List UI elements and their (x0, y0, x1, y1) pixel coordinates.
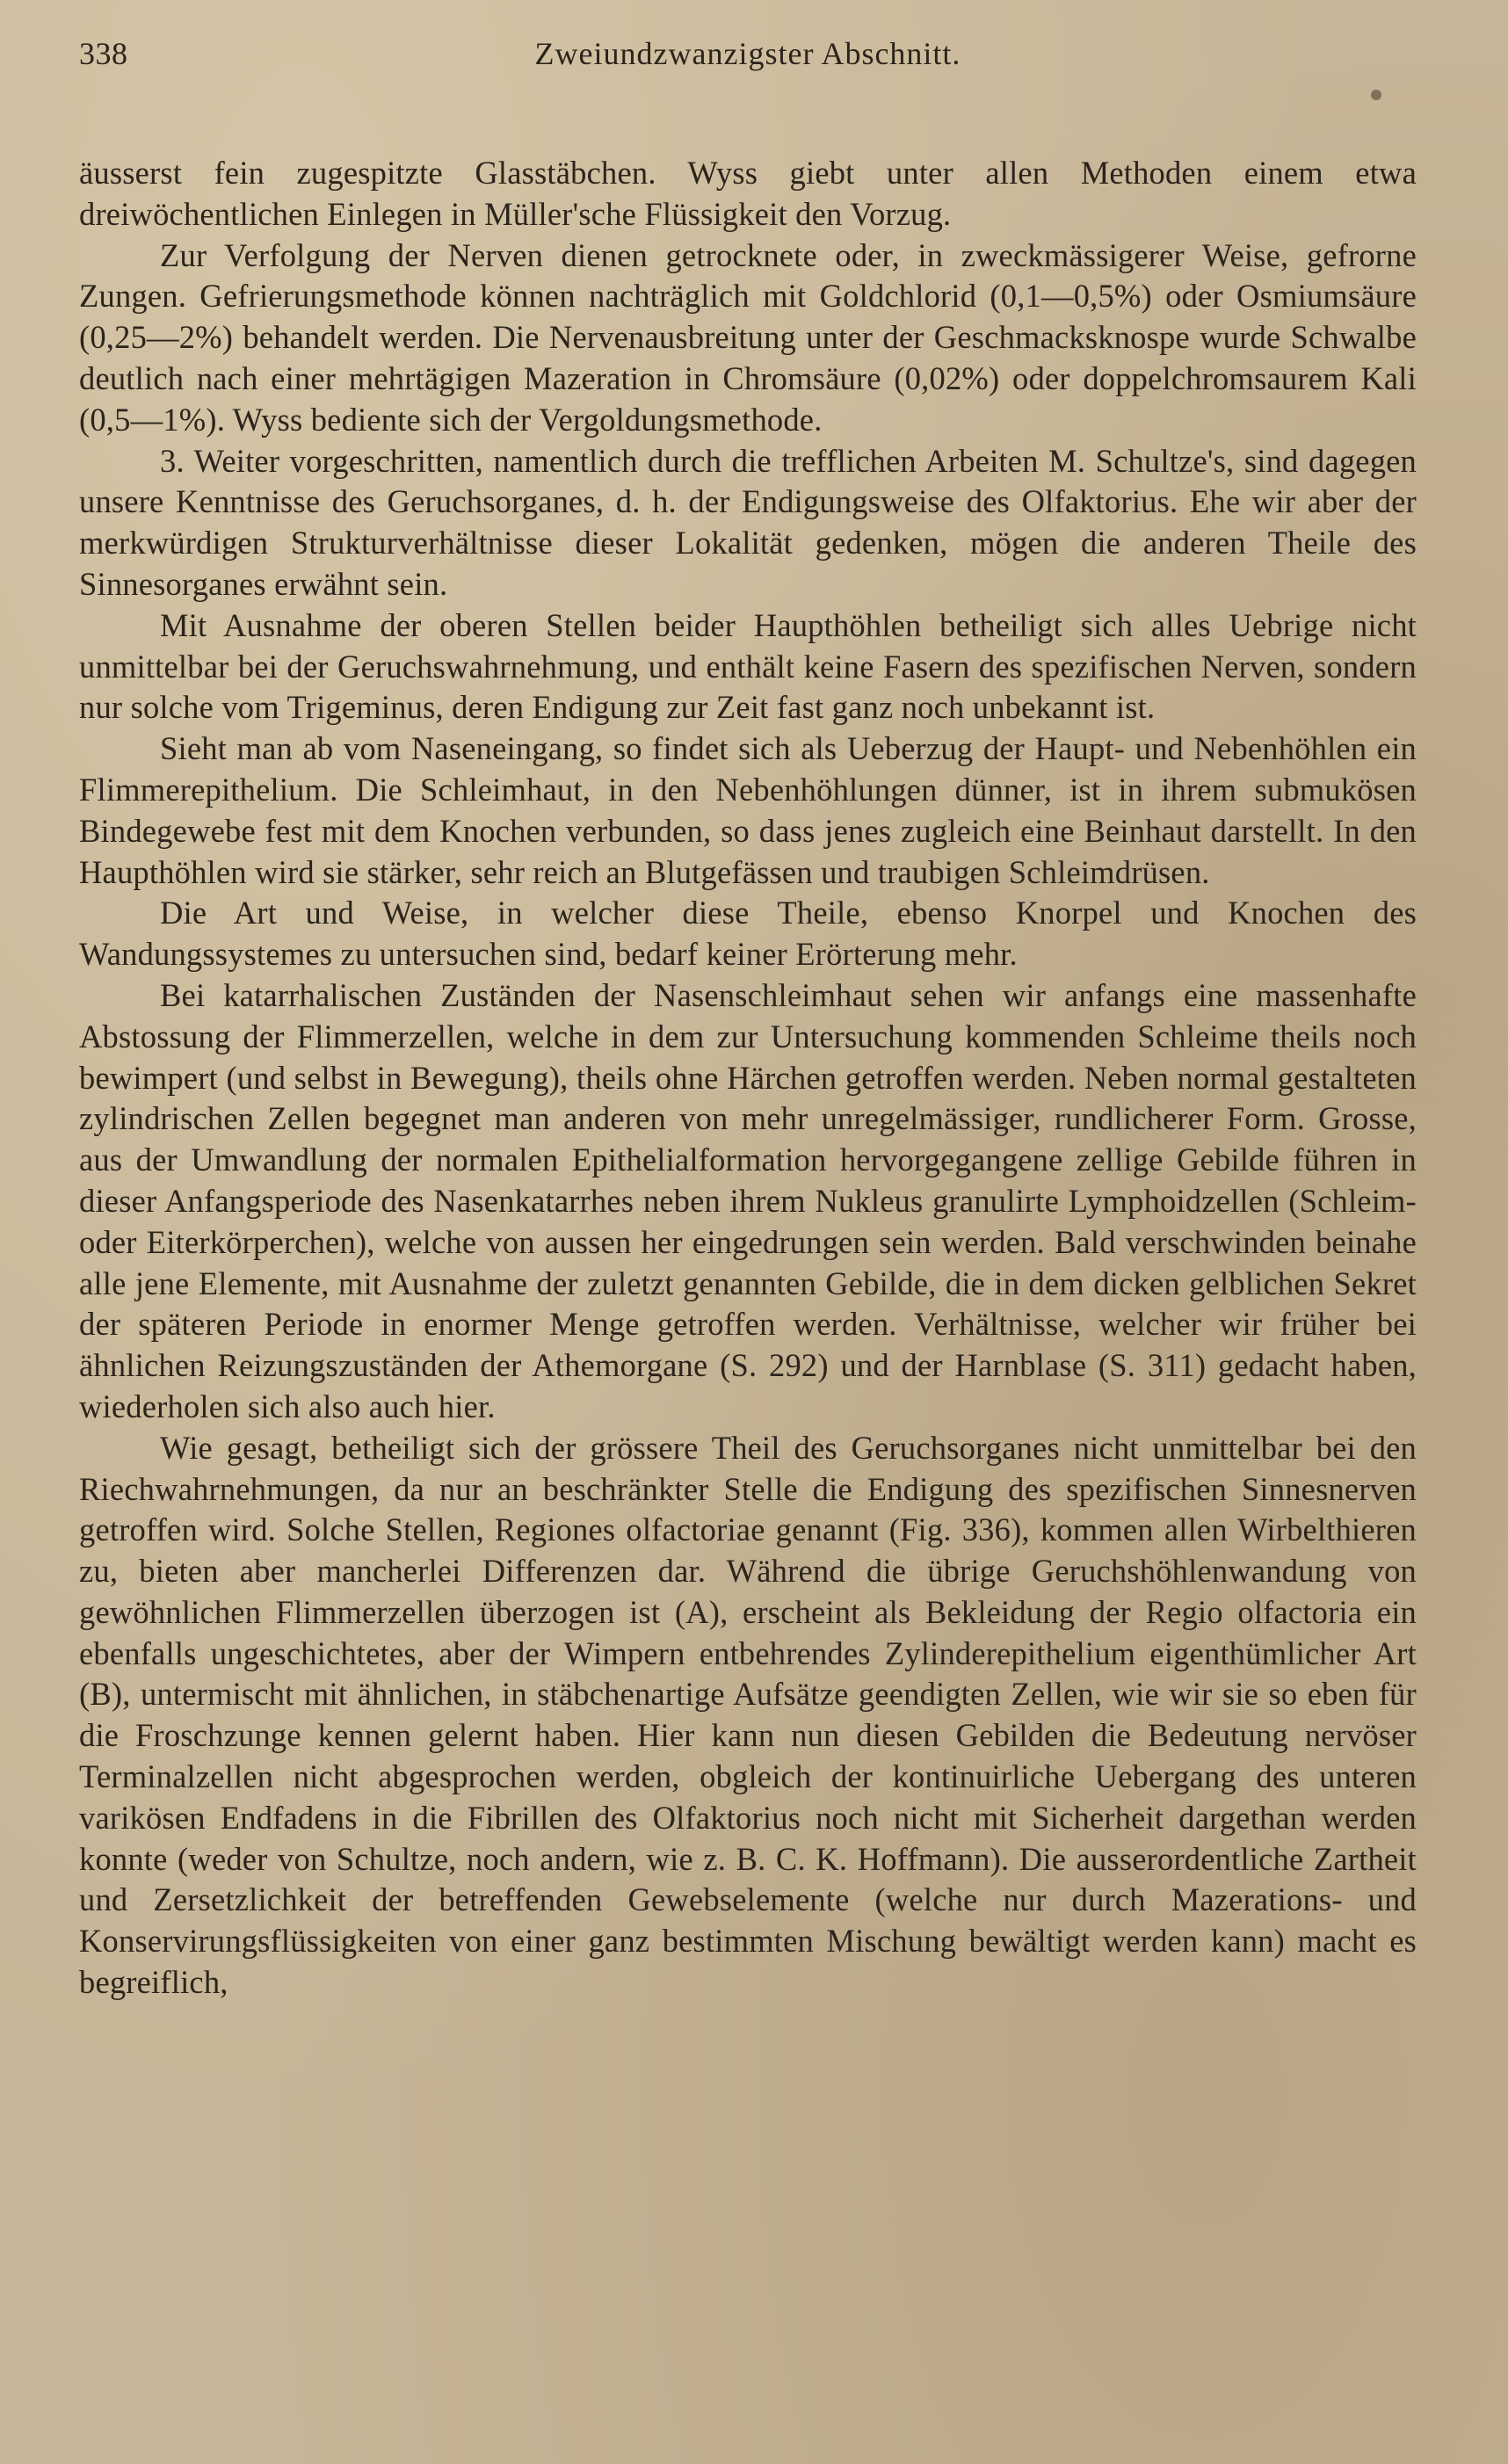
book-page (79, 35, 1417, 2429)
paragraph-4: Mit Ausnahme der oberen Stellen beider Haupthöhlen betheiligt sich alles Uebrige nicht unmittelbar bei der Geruchswahrnehmung, und enthält keine Fasern des spezifischen Nerven, sondern nur solche vom Trigeminus, deren Endigung zur Zeit fast ganz noch unbekannt ist. (79, 606, 1417, 726)
paragraph-2: Zur Verfolgung der Nerven dienen getrocknete oder, in zweckmässigerer Weise, gefrorne Zungen. Gefrierungsmethode können nachträglich mit Goldchlorid (0,1—0,5%) oder Osmiumsäure (0,25—2%) behandelt werden. Die Nervenausbreitung unter der Geschmacksknospe wurde Schwalbe deutlich nach einer mehrtägigen Mazeration in Chromsäure (0,02%) oder doppelchromsaurem Kali (0,5—1%). Wyss bediente sich der Vergoldungsmethode. (79, 236, 1417, 438)
paragraph-8: Wie gesagt, betheiligt sich der grössere Theil des Geruchsorganes nicht unmittelbar bei den Riechwahrnehmungen, da nur an beschränkter Stelle die Endigung des spezifischen Sinnesnerven getroffen wird. Solche Stellen, Regiones olfactoriae genannt (Fig. 336), kommen allen Wirbelthieren zu, bieten aber mancherlei Differenzen dar. Während die übrige Geruchshöhlenwandung von gewöhnlichen Flimmerzellen überzogen ist (A), erscheint als Bekleidung der Regio olfactoria ein ebenfalls ungeschichtetes, aber der Wimpern entbehrendes Zylinderepithelium eigenthümlicher Art (B), untermischt mit ähnlichen, in stäbchenartige Aufsätze geendigten Zellen, wie wir sie so eben für die Froschzunge kennen gelernt haben. Hier kann nun diesen Gebilden die Bedeutung nervöser Terminalzellen nicht abgesprochen werden, obgleich der kontinuirliche Uebergang des unteren varikösen Endfadens in die Fibrillen des Olfaktorius noch nicht mit Sicherheit dargethan werden konnte (weder von Schultze, noch andern, wie z. B. C. K. Hoffmann). Die ausserordentliche Zartheit und Zersetzlichkeit der betreffenden Gewebselemente (welche nur durch Mazerations- und Konservirungsflüssigkeiten von einer ganz bestimmten Mischung bewältigt werden kann) macht es begreiflich, (79, 1429, 1417, 2001)
ink-spot (1371, 90, 1381, 100)
paragraph-5: Sieht man ab vom Naseneingang, so findet sich als Ueberzug der Haupt- und Nebenhöhlen ein Flimmerepithelium. Die Schleimhaut, in den Nebenhöhlungen dünner, ist in ihrem submukösen Bindegewebe fest mit dem Knochen verbunden, so dass jenes zugleich eine Beinhaut darstellt. In den Haupthöhlen wird sie stärker, sehr reich an Blutgefässen und traubigen Schleimdrüsen. (79, 730, 1417, 890)
page-number: 338 (79, 36, 128, 71)
paragraph-6: Die Art und Weise, in welcher diese Theile, ebenso Knorpel und Knochen des Wandungssystemes zu untersuchen sind, bedarf keiner Erörterung mehr. (79, 895, 1417, 973)
body-text (79, 153, 1417, 2004)
paragraph-3: 3. Weiter vorgeschritten, namentlich durch die trefflichen Arbeiten M. Schultze's, sind dagegen unsere Kenntnisse des Geruchsorganes, d. h. der Endigungsweise des Olfaktorius. Ehe wir aber der merkwürdigen Strukturverhältnisse dieser Lokalität gedenken, mögen die anderen Theile des Sinnesorganes erwähnt sein. (79, 442, 1417, 602)
page-header (79, 35, 1417, 90)
paragraph-1: äusserst fein zugespitzte Glasstäbchen. Wyss giebt unter allen Methoden einem etwa dreiwöchentlichen Einlegen in Müller'sche Flüssigkeit den Vorzug. (79, 155, 1417, 232)
paragraph-7: Bei katarrhalischen Zuständen der Nasenschleimhaut sehen wir anfangs eine massenhafte Abstossung der Flimmerzellen, welche in dem zur Untersuchung kommenden Schleime theils noch bewimpert (und selbst in Bewegung), theils ohne Härchen getroffen werden. Neben normal gestalteten zylindrischen Zellen begegnet man anderen von mehr unregelmässiger, rundlicherer Form. Grosse, aus der Umwandlung der normalen Epithelialformation hervorgegangene zellige Gebilde führen in dieser Anfangsperiode des Nasenkatarrhes neben ihrem Nukleus granulirte Lymphoidzellen (Schleim- oder Eiterkörperchen), welche von aussen her eingedrungen sein werden. Bald verschwinden beinahe alle jene Elemente, mit Ausnahme der zuletzt genannten Gebilde, die in dem dicken gelblichen Sekret der späteren Periode in enormer Menge getroffen werden. Verhältnisse, welcher wir früher bei ähnlichen Reizungszuständen der Athemorgane (S. 292) und der Harnblase (S. 311) gedacht haben, wiederholen sich also auch hier. (79, 976, 1417, 1424)
running-title: Zweiundzwanzigster Abschnitt. (534, 36, 961, 71)
